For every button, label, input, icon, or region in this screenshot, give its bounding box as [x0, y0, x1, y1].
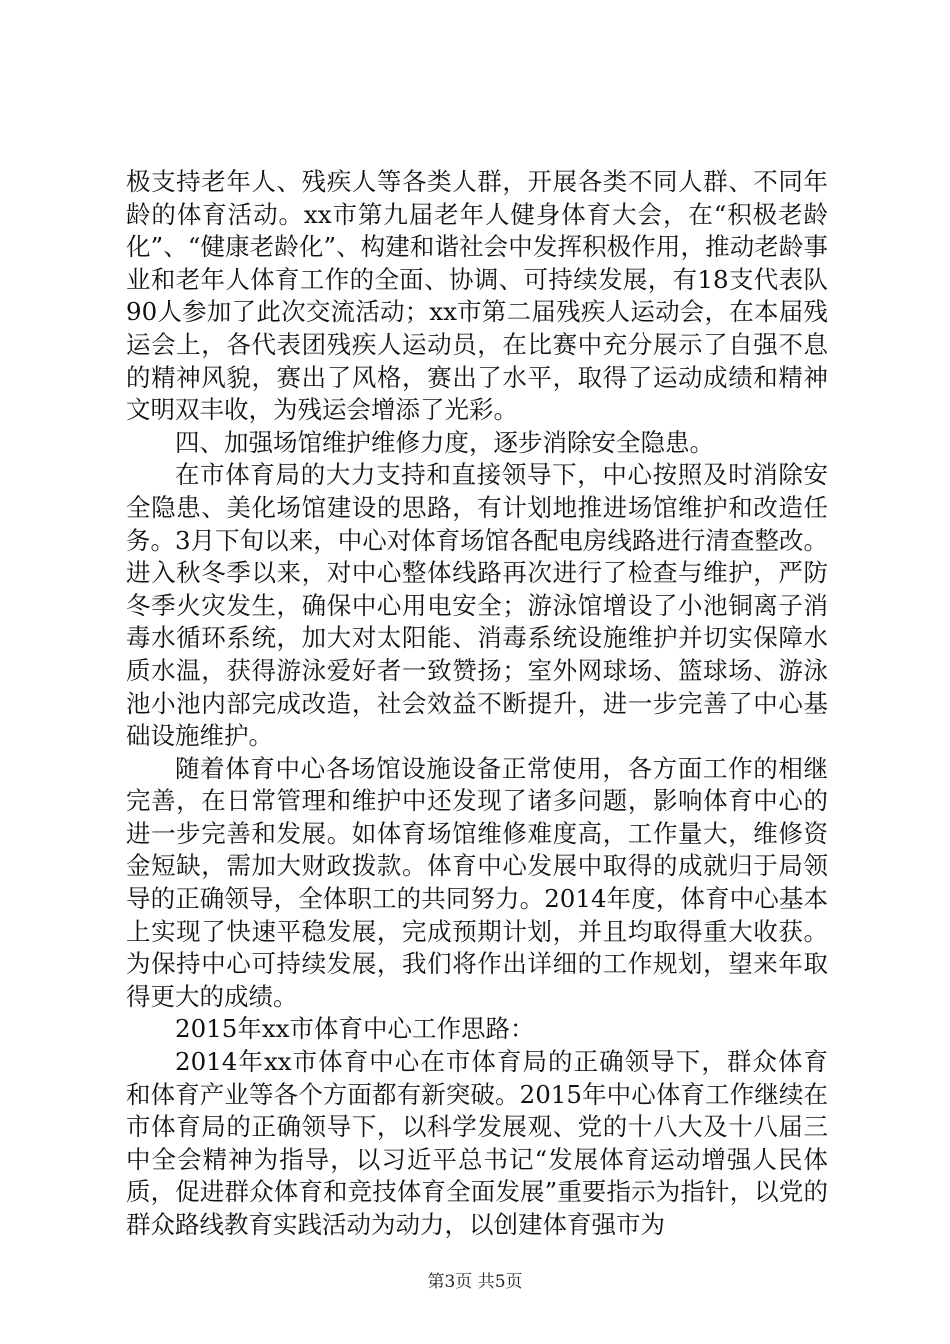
- section-heading-4: 四、加强场馆维护维修力度，逐步消除安全隐患。: [175, 427, 714, 457]
- document-body: [126, 166, 828, 1242]
- paragraph-1: 极支持老年人、残疾人等各类人群，开展各类不同人群、不同年龄的体育活动。xx市第九届老年人健身体育大会，在“积极老龄化”、“健康老龄化”、构建和谐社会中发挥积极作用，推动老龄事业和老年人体育工作的全面、协调、可持续发展，有18支代表队90人参加了此次交流活动；xx市第二届残疾人运动会，在本届残运会上，各代表团残疾人运动员，在比赛中充分展示了自强不息的精神风貌，赛出了风格，赛出了水平，取得了运动成绩和精神文明双丰收，为残运会增添了光彩。: [126, 167, 828, 425]
- paragraph-4: 随着体育中心各场馆设施设备正常使用，各方面工作的相继完善，在日常管理和维护中还发现了诸多问题，影响体育中心的进一步完善和发展。如体育场馆维修难度高，工作量大，维修资金短缺，需加大财政拨款。体育中心发展中取得的成就归于局领导的正确领导，全体职工的共同努力。2014年度，体育中心基本上实现了快速平稳发展，完成预期计划，并且均取得重大收获。为保持中心可持续发展，我们将作出详细的工作规划，望来年取得更大的成绩。: [126, 753, 828, 1011]
- paragraph-6: 2014年xx市体育中心在市体育局的正确领导下，群众体育和体育产业等各个方面都有新突破。2015年中心体育工作继续在市体育局的正确领导下，以科学发展观、党的十八大及十八届三中全会精神为指导，以习近平总书记“发展体育运动增强人民体质，促进群众体育和竞技体育全面发展”重要指示为指针，以党的群众路线教育实践活动为动力，以创建体育强市为: [126, 1047, 828, 1239]
- paragraph-3: 在市体育局的大力支持和直接领导下，中心按照及时消除安全隐患、美化场馆建设的思路，有计划地推进场馆维护和改造任务。3月下旬以来，中心对体育场馆各配电房线路进行清查整改。进入秋冬季以来，对中心整体线路再次进行了检查与维护，严防冬季火灾发生，确保中心用电安全；游泳馆增设了小池铜离子消毒水循环系统，加大对太阳能、消毒系统设施维护并切实保障水质水温，获得游泳爱好者一致赞扬；室外网球场、篮球场、游泳池小池内部完成改造，社会效益不断提升，进一步完善了中心基础设施维护。: [126, 460, 828, 751]
- section-heading-2015: 2015年xx市体育中心工作思路：: [175, 1014, 535, 1044]
- page-number-footer: 第3页 共5页: [427, 1272, 523, 1292]
